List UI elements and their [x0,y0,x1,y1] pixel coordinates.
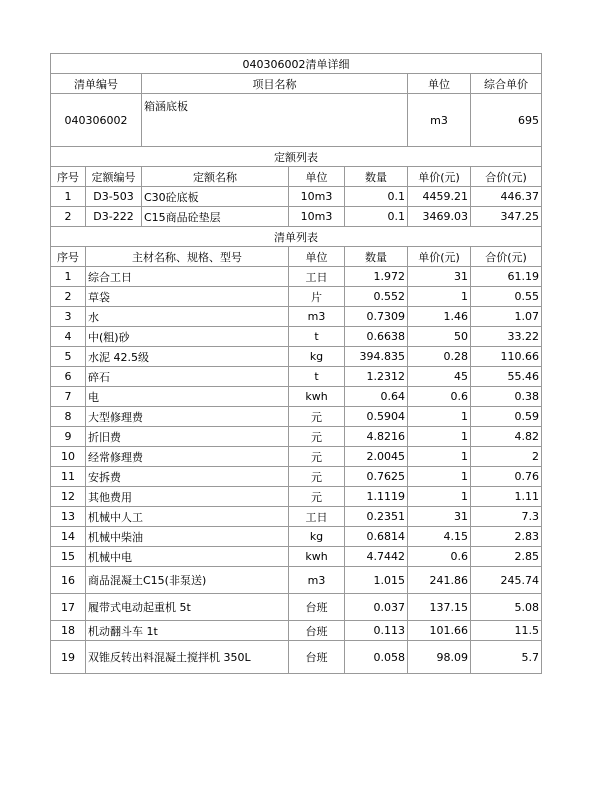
material-row [51,594,542,621]
material-name: 水泥 42.5级 [86,347,289,367]
quota-col-unit: 单位 [289,167,345,187]
material-row [51,367,542,387]
material-price: 101.66 [408,621,471,641]
material-no: 13 [51,507,86,527]
quota-total: 446.37 [471,187,542,207]
material-col-unit: 单位 [289,247,345,267]
material-qty: 0.7625 [345,467,408,487]
material-unit: kg [289,347,345,367]
material-price: 1 [408,467,471,487]
material-no: 14 [51,527,86,547]
material-no: 9 [51,427,86,447]
material-no: 2 [51,287,86,307]
material-name: 双锥反转出料混凝土搅拌机 350L [86,641,289,674]
material-section-title-row [51,227,542,247]
quota-no: 2 [51,207,86,227]
material-qty: 0.037 [345,594,408,621]
material-total: 2.85 [471,547,542,567]
material-name: 中(粗)砂 [86,327,289,347]
material-no: 1 [51,267,86,287]
bill-detail-table [50,53,542,674]
material-row [51,527,542,547]
material-total: 4.82 [471,427,542,447]
material-qty: 4.8216 [345,427,408,447]
material-price: 98.09 [408,641,471,674]
code-header: 清单编号 [51,74,142,94]
material-no: 16 [51,567,86,594]
material-row [51,267,542,287]
material-col-no: 序号 [51,247,86,267]
material-no: 3 [51,307,86,327]
material-name: 机械中柴油 [86,527,289,547]
material-qty: 1.2312 [345,367,408,387]
quota-col-total: 合价(元) [471,167,542,187]
sheet-title: 040306002清单详细 [51,54,542,74]
quota-col-code: 定额编号 [86,167,142,187]
material-col-total: 合价(元) [471,247,542,267]
material-unit: kwh [289,547,345,567]
material-name: 折旧费 [86,427,289,447]
material-total: 11.5 [471,621,542,641]
quota-section-title-row [51,147,542,167]
material-total: 7.3 [471,507,542,527]
material-col-qty: 数量 [345,247,408,267]
material-unit: 台班 [289,621,345,641]
material-price: 137.15 [408,594,471,621]
material-row [51,427,542,447]
quota-no: 1 [51,187,86,207]
material-unit: m3 [289,307,345,327]
material-total: 1.07 [471,307,542,327]
material-no: 7 [51,387,86,407]
material-name: 大型修理费 [86,407,289,427]
material-total: 55.46 [471,367,542,387]
material-name: 安拆费 [86,467,289,487]
material-unit: 工日 [289,507,345,527]
material-row [51,567,542,594]
material-row [51,447,542,467]
material-name: 综合工日 [86,267,289,287]
quota-qty: 0.1 [345,187,408,207]
material-unit: 台班 [289,594,345,621]
material-row [51,507,542,527]
quota-unit: 10m3 [289,187,345,207]
material-price: 45 [408,367,471,387]
material-total: 33.22 [471,327,542,347]
quota-name: C15商品砼垫层 [142,207,289,227]
material-row [51,327,542,347]
material-total: 245.74 [471,567,542,594]
material-qty: 0.113 [345,621,408,641]
title-row [51,54,542,74]
material-price: 1 [408,447,471,467]
material-no: 18 [51,621,86,641]
material-qty: 4.7442 [345,547,408,567]
material-qty: 0.7309 [345,307,408,327]
material-qty: 0.6814 [345,527,408,547]
material-price: 241.86 [408,567,471,594]
item-name: 箱涵底板 [142,94,408,147]
material-name: 机械中人工 [86,507,289,527]
material-no: 10 [51,447,86,467]
material-name: 草袋 [86,287,289,307]
material-row [51,547,542,567]
material-col-price: 单价(元) [408,247,471,267]
material-total: 2.83 [471,527,542,547]
material-price: 1.46 [408,307,471,327]
material-price: 0.6 [408,547,471,567]
material-qty: 0.058 [345,641,408,674]
quota-col-name: 定额名称 [142,167,289,187]
material-unit: 元 [289,407,345,427]
material-name: 碎石 [86,367,289,387]
material-price: 1 [408,487,471,507]
material-row [51,621,542,641]
material-total: 110.66 [471,347,542,367]
material-price: 50 [408,327,471,347]
quota-row [51,187,542,207]
material-unit: 元 [289,427,345,447]
quota-code: D3-222 [86,207,142,227]
material-unit: m3 [289,567,345,594]
material-total: 2 [471,447,542,467]
material-unit: 元 [289,447,345,467]
material-unit: kg [289,527,345,547]
quota-unit: 10m3 [289,207,345,227]
item-code: 040306002 [51,94,142,147]
material-price: 4.15 [408,527,471,547]
material-no: 11 [51,467,86,487]
material-price: 1 [408,427,471,447]
material-row [51,287,542,307]
item-header-row [51,74,542,94]
material-no: 8 [51,407,86,427]
material-no: 19 [51,641,86,674]
material-no: 6 [51,367,86,387]
material-total: 0.59 [471,407,542,427]
quota-col-price: 单价(元) [408,167,471,187]
material-row [51,467,542,487]
quota-row [51,207,542,227]
material-name: 履带式电动起重机 5t [86,594,289,621]
material-name: 水 [86,307,289,327]
material-unit: kwh [289,387,345,407]
material-total: 0.55 [471,287,542,307]
material-total: 0.38 [471,387,542,407]
material-no: 12 [51,487,86,507]
material-name: 电 [86,387,289,407]
material-price: 0.6 [408,387,471,407]
material-row [51,347,542,367]
material-price: 31 [408,267,471,287]
unit-header: 单位 [408,74,471,94]
quota-price: 4459.21 [408,187,471,207]
quota-col-qty: 数量 [345,167,408,187]
material-no: 17 [51,594,86,621]
material-unit: 台班 [289,641,345,674]
material-price: 0.28 [408,347,471,367]
material-total: 0.76 [471,467,542,487]
material-qty: 0.2351 [345,507,408,527]
material-qty: 2.0045 [345,447,408,467]
quota-qty: 0.1 [345,207,408,227]
item-row [51,94,542,147]
material-row [51,307,542,327]
quota-section-title: 定额列表 [51,147,542,167]
material-qty: 1.972 [345,267,408,287]
quota-price: 3469.03 [408,207,471,227]
material-unit: 片 [289,287,345,307]
price-header: 综合单价 [471,74,542,94]
material-qty: 1.1119 [345,487,408,507]
material-unit: 元 [289,467,345,487]
material-price: 1 [408,407,471,427]
material-row [51,487,542,507]
material-qty: 394.835 [345,347,408,367]
material-qty: 0.64 [345,387,408,407]
material-name: 机械中电 [86,547,289,567]
material-no: 15 [51,547,86,567]
material-name: 机动翻斗车 1t [86,621,289,641]
material-total: 5.7 [471,641,542,674]
material-header-row [51,247,542,267]
material-total: 1.11 [471,487,542,507]
material-name: 其他费用 [86,487,289,507]
material-unit: t [289,367,345,387]
material-price: 1 [408,287,471,307]
material-unit: 工日 [289,267,345,287]
material-no: 4 [51,327,86,347]
material-total: 61.19 [471,267,542,287]
material-row [51,387,542,407]
material-section-title: 清单列表 [51,227,542,247]
material-row [51,407,542,427]
material-name: 经常修理费 [86,447,289,467]
quota-col-no: 序号 [51,167,86,187]
material-unit: 元 [289,487,345,507]
material-unit: t [289,327,345,347]
item-unit: m3 [408,94,471,147]
material-total: 5.08 [471,594,542,621]
material-qty: 0.552 [345,287,408,307]
name-header: 项目名称 [142,74,408,94]
quota-header-row [51,167,542,187]
material-price: 31 [408,507,471,527]
quota-code: D3-503 [86,187,142,207]
material-qty: 0.5904 [345,407,408,427]
material-name: 商品混凝土C15(非泵送) [86,567,289,594]
material-qty: 0.6638 [345,327,408,347]
material-no: 5 [51,347,86,367]
material-row [51,641,542,674]
item-price: 695 [471,94,542,147]
quota-name: C30砼底板 [142,187,289,207]
quota-total: 347.25 [471,207,542,227]
material-col-name: 主材名称、规格、型号 [86,247,289,267]
material-qty: 1.015 [345,567,408,594]
